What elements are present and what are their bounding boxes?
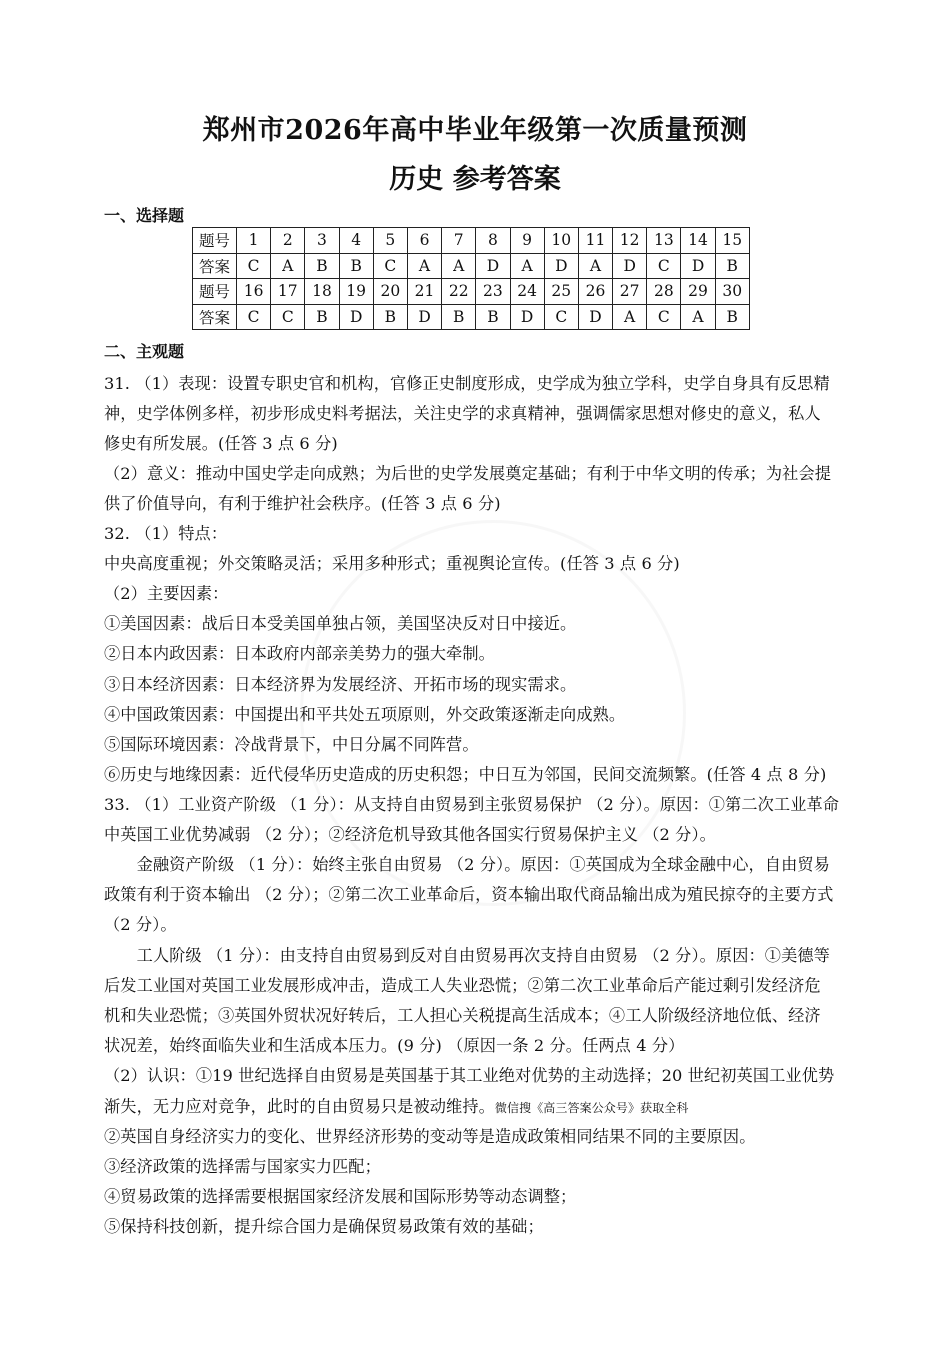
answer-cell: B <box>476 304 510 330</box>
question-number: 3 <box>305 228 339 254</box>
answer-line: 中英国工业优势减弱 （2 分）；②经济危机导致其他各国实行贸易保护主义 （2 分）。 <box>104 825 716 844</box>
row-label: 题号 <box>193 228 237 254</box>
page-title: 郑州市2026年高中毕业年级第一次质量预测 <box>202 115 748 146</box>
answer-cell: B <box>305 253 339 279</box>
answer-line: ③日本经济因素：日本经济界为发展经济、开拓市场的现实需求。 <box>104 675 577 694</box>
question-number: 16 <box>237 279 271 305</box>
answer-cell: C <box>271 304 305 330</box>
table-row <box>193 253 750 279</box>
answer-cell: A <box>681 304 715 330</box>
question-number: 30 <box>715 279 749 305</box>
answer-line: （2 分）。 <box>104 915 177 934</box>
question-number: 29 <box>681 279 715 305</box>
section-heading-subjective: 二、主观题 <box>104 342 185 361</box>
answer-line: 中央高度重视；外交策略灵活；采用多种形式；重视舆论宣传。(任答 3 点 6 分) <box>104 554 680 573</box>
answer-cell: C <box>647 253 681 279</box>
answer-line: ⑤保持科技创新，提升综合国力是确保贸易政策有效的基础； <box>104 1217 544 1236</box>
answer-cell: D <box>613 253 647 279</box>
answer-cell: B <box>715 253 749 279</box>
answer-table <box>192 227 750 330</box>
question-number: 2 <box>271 228 305 254</box>
question-number: 13 <box>647 228 681 254</box>
answer-cell: C <box>237 253 271 279</box>
answer-cell: B <box>373 304 407 330</box>
answer-cell: D <box>510 304 544 330</box>
question-number: 12 <box>613 228 647 254</box>
answer-cell: C <box>544 304 578 330</box>
answer-cell: D <box>476 253 510 279</box>
row-label: 答案 <box>193 253 237 279</box>
question-number: 25 <box>544 279 578 305</box>
answer-line: 政策有利于资本输出 （2 分）；②第二次工业革命后，资本输出取代商品输出成为殖民掠夺的主要方式 <box>104 885 834 904</box>
answer-cell: D <box>681 253 715 279</box>
question-number: 10 <box>544 228 578 254</box>
answer-line: ④中国政策因素：中国提出和平共处五项原则，外交政策逐渐走向成熟。 <box>104 705 626 724</box>
answer-line: ③经济政策的选择需与国家实力匹配； <box>104 1157 381 1176</box>
question-number: 9 <box>510 228 544 254</box>
question-number: 14 <box>681 228 715 254</box>
question-number: 23 <box>476 279 510 305</box>
answer-cell: B <box>305 304 339 330</box>
answer-line: 33. （1）工业资产阶级 （1 分）：从支持自由贸易到主张贸易保护 （2 分）。原因：①第二次工业革命 <box>104 795 840 814</box>
answer-cell: D <box>578 304 612 330</box>
answer-line: ④贸易政策的选择需要根据国家经济发展和国际形势等动态调整； <box>104 1187 577 1206</box>
wechat-note: 微信搜《高三答案公众号》获取全科 <box>494 1101 689 1115</box>
question-number: 7 <box>442 228 476 254</box>
answer-line: 后发工业国对英国工业发展形成冲击，造成工人失业恐慌；②第二次工业革命后产能过剩引发经济危 <box>104 976 821 995</box>
question-number: 18 <box>305 279 339 305</box>
answer-line: 修史有所发展。(任答 3 点 6 分) <box>104 434 338 453</box>
answer-cell: B <box>442 304 476 330</box>
answer-line: 机和失业恐慌；③英国外贸状况好转后，工人担心关税提高生活成本；④工人阶级经济地位低、经济 <box>104 1006 821 1025</box>
question-number: 8 <box>476 228 510 254</box>
answer-cell: C <box>647 304 681 330</box>
answer-line: ①美国因素：战后日本受美国单独占领，美国坚决反对日中接近。 <box>104 614 577 633</box>
answer-line-text: 渐失，无力应对竞争，此时的自由贸易只是被动维持。 <box>104 1097 495 1116</box>
answer-cell: A <box>613 304 647 330</box>
question-number: 28 <box>647 279 681 305</box>
question-number: 11 <box>578 228 612 254</box>
answer-cell: A <box>578 253 612 279</box>
answer-cell: B <box>339 253 373 279</box>
answer-line: 32. （1）特点： <box>104 524 228 543</box>
answer-cell: A <box>442 253 476 279</box>
table-row <box>193 304 750 330</box>
row-label: 题号 <box>193 279 237 305</box>
question-number: 17 <box>271 279 305 305</box>
question-number: 1 <box>237 228 271 254</box>
answer-line: 31. （1）表现：设置专职史官和机构，官修正史制度形成，史学成为独立学科，史学自身具有反思精 <box>104 374 830 393</box>
table-row <box>193 279 750 305</box>
question-number: 24 <box>510 279 544 305</box>
answer-line: 供了价值导向，有利于维护社会秩序。(任答 3 点 6 分) <box>104 494 501 513</box>
answer-cell: D <box>339 304 373 330</box>
answer-line: ⑥历史与地缘因素：近代侵华历史造成的历史积怨；中日互为邻国，民间交流频繁。(任答 4 点 8 分) <box>104 765 827 784</box>
row-label: 答案 <box>193 304 237 330</box>
question-number: 6 <box>407 228 441 254</box>
page-subtitle: 历史 参考答案 <box>389 164 561 195</box>
question-number: 27 <box>613 279 647 305</box>
question-number: 26 <box>578 279 612 305</box>
question-number: 21 <box>407 279 441 305</box>
answer-line: ⑤国际环境因素：冷战背景下，中日分属不同阵营。 <box>104 735 479 754</box>
answer-line: （2）认识：①19 世纪选择自由贸易是英国基于其工业绝对优势的主动选择；20 世纪初英国工业优势 <box>104 1066 835 1085</box>
answer-line <box>104 1093 852 1117</box>
answer-line: ②日本内政因素：日本政府内部亲美势力的强大牵制。 <box>104 644 495 663</box>
answer-line: （2）意义：推动中国史学走向成熟；为后世的史学发展奠定基础；有利于中华文明的传承；为社会提 <box>104 464 832 483</box>
answer-cell: C <box>373 253 407 279</box>
answer-cell: A <box>407 253 441 279</box>
answer-cell: C <box>237 304 271 330</box>
question-number: 22 <box>442 279 476 305</box>
answer-cell: A <box>271 253 305 279</box>
answer-line: （2）主要因素： <box>104 584 229 603</box>
answer-cell: B <box>715 304 749 330</box>
question-number: 19 <box>339 279 373 305</box>
answer-line: 神，史学体例多样，初步形成史料考据法，关注史学的求真精神，强调儒家思想对修史的意义，私人 <box>104 404 821 423</box>
question-number: 15 <box>715 228 749 254</box>
answer-line: 状况差，始终面临失业和生活成本压力。(9 分) （原因一条 2 分。任两点 4 分） <box>104 1036 685 1055</box>
question-number: 5 <box>373 228 407 254</box>
table-row <box>193 228 750 254</box>
question-number: 4 <box>339 228 373 254</box>
answer-line: 金融资产阶级 （1 分）：始终主张自由贸易 （2 分）。原因：①英国成为全球金融中心，自由贸易 <box>104 855 830 874</box>
answer-cell: A <box>510 253 544 279</box>
section-heading-choice: 一、选择题 <box>104 206 185 225</box>
question-number: 20 <box>373 279 407 305</box>
answer-line: ②英国自身经济实力的变化、世界经济形势的变动等是造成政策相同结果不同的主要原因。 <box>104 1127 756 1146</box>
answer-cell: D <box>544 253 578 279</box>
answer-line: 工人阶级 （1 分）：由支持自由贸易到反对自由贸易再次支持自由贸易 （2 分）。原因：①美德等 <box>104 946 830 965</box>
answer-cell: D <box>407 304 441 330</box>
